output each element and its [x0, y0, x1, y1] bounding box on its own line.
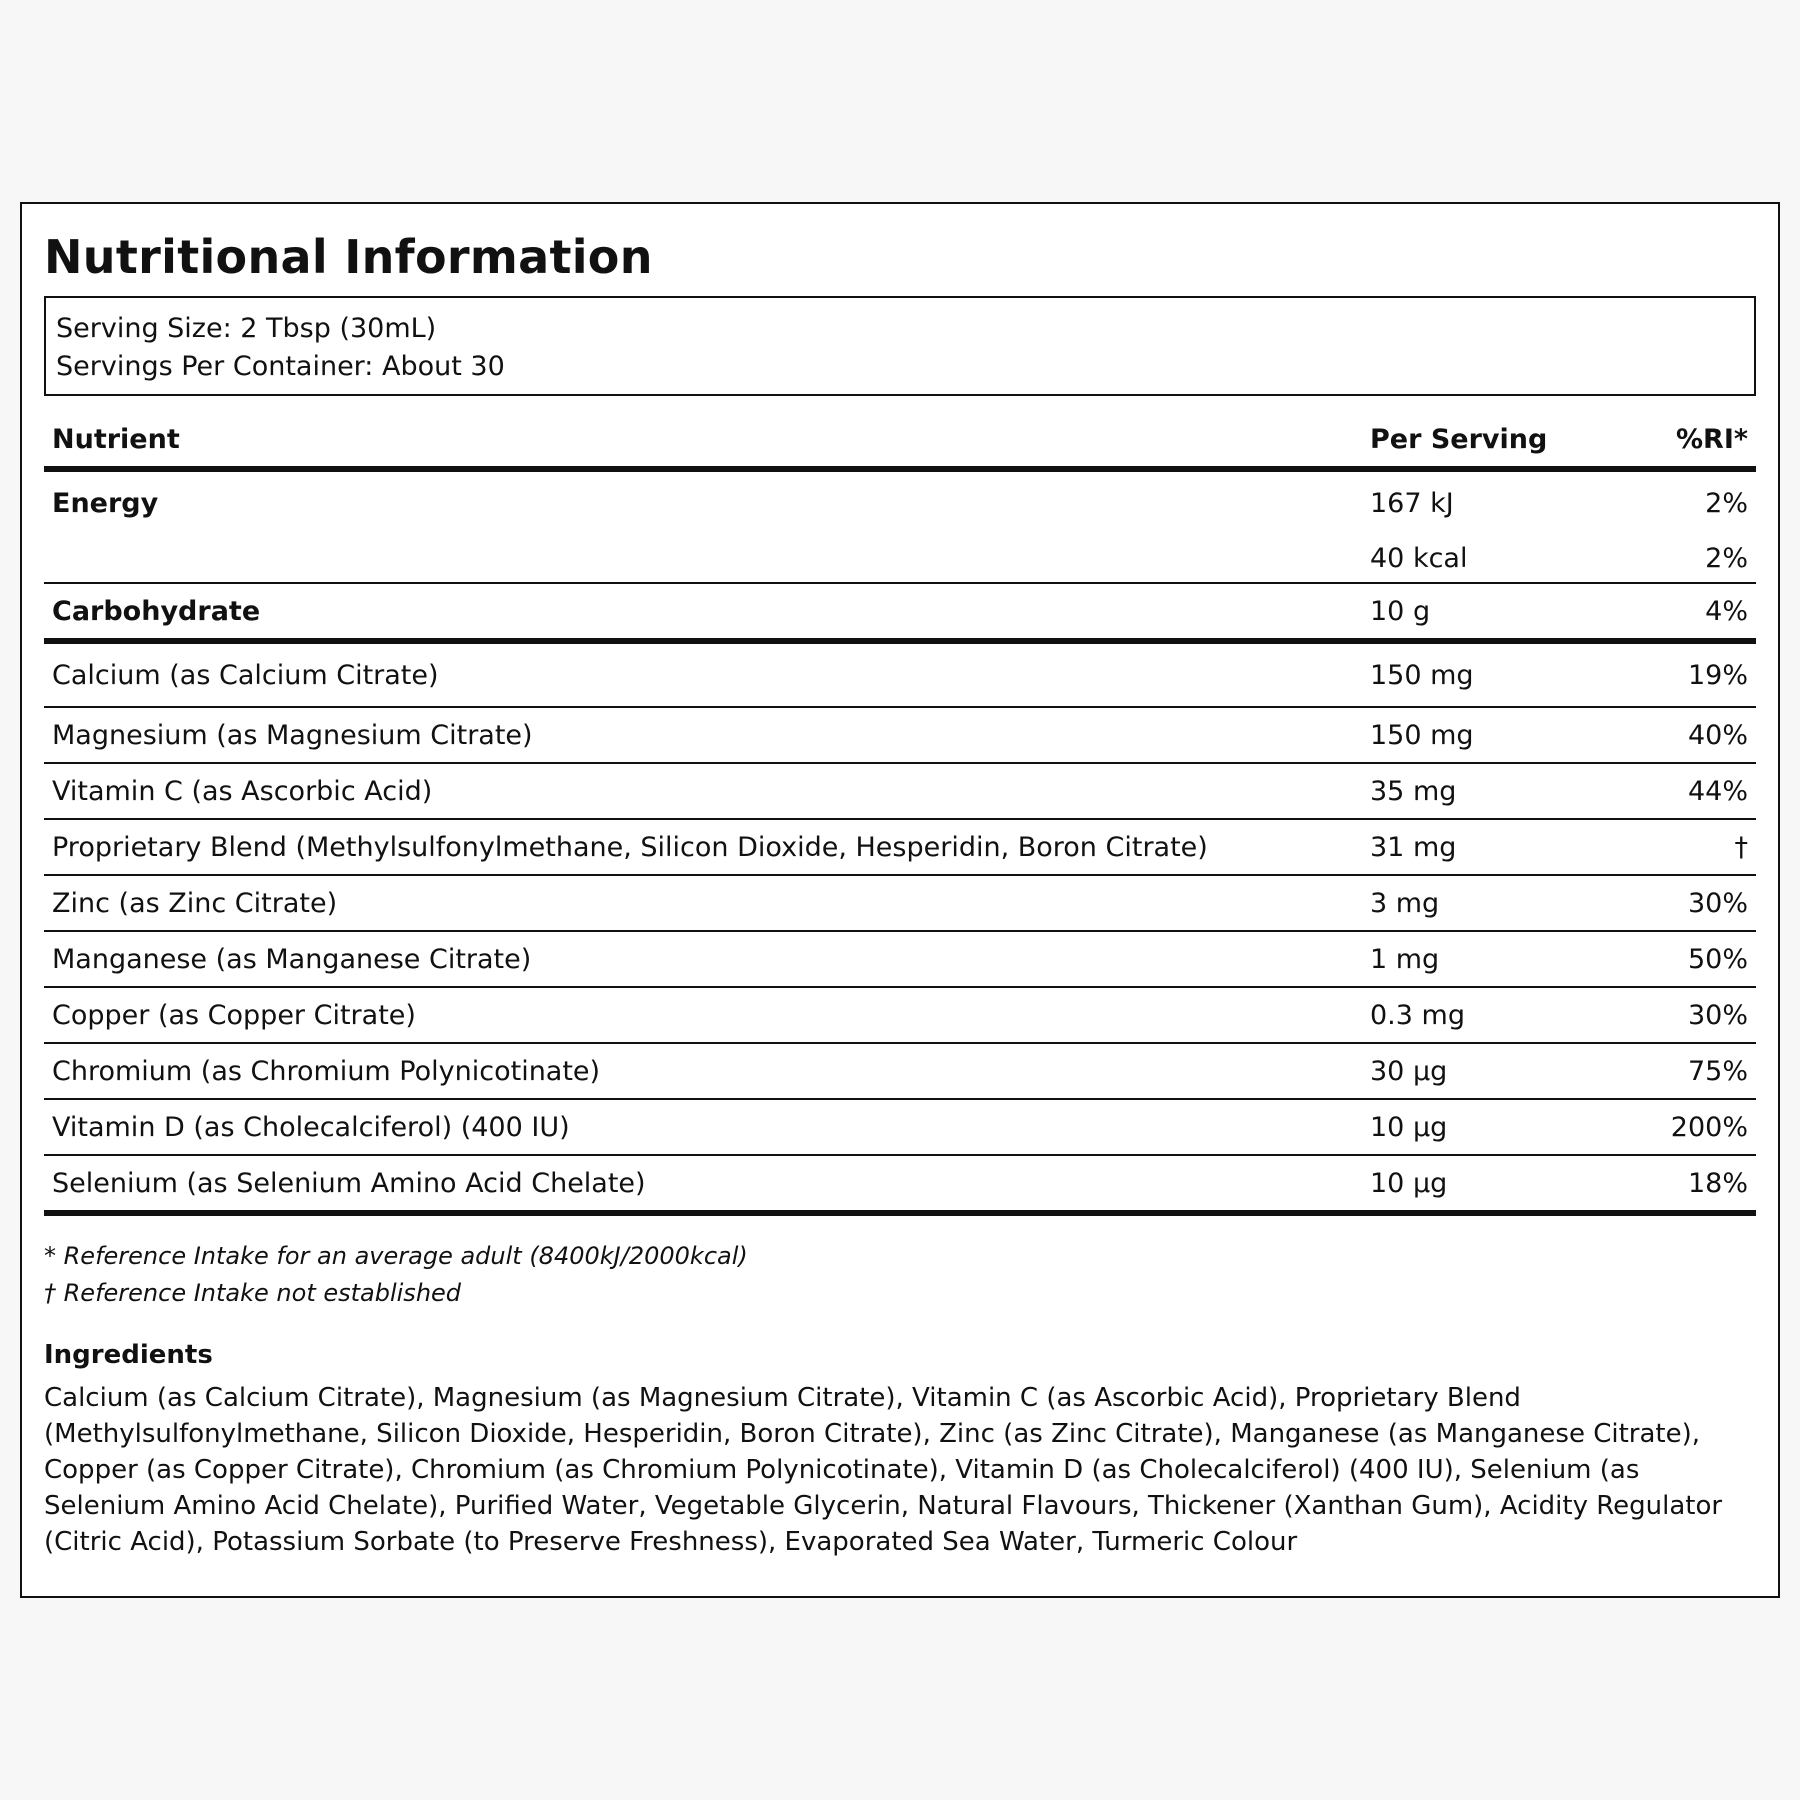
nutrient-name: Selenium (as Selenium Amino Acid Chelate)	[44, 1155, 1362, 1213]
energy-kj: 167 kJ	[1370, 487, 1454, 519]
nutrient-amount: 10 μg	[1362, 1155, 1600, 1213]
energy-blank	[44, 534, 1362, 583]
nutrition-panel	[20, 202, 1780, 1598]
table-row	[44, 707, 1756, 763]
nutrient-amount: 35 mg	[1362, 763, 1600, 819]
energy-row-kj	[44, 469, 1756, 534]
nutrient-name: Calcium (as Calcium Citrate)	[44, 641, 1362, 707]
nutrient-ri: †	[1600, 819, 1756, 875]
nutrient-name: Manganese (as Manganese Citrate)	[44, 931, 1362, 987]
table-row	[44, 931, 1756, 987]
carbohydrate-amount: 10 g	[1362, 583, 1600, 641]
energy-kcal: 40 kcal	[1362, 534, 1600, 583]
table-row	[44, 987, 1756, 1043]
table-row	[44, 1043, 1756, 1099]
nutrient-ri: 18%	[1600, 1155, 1756, 1213]
carbohydrate-row	[44, 583, 1756, 641]
nutrient-name: Chromium (as Chromium Polynicotinate)	[44, 1043, 1362, 1099]
serving-size: Serving Size: 2 Tbsp (30mL)	[56, 313, 437, 344]
nutrient-amount: 31 mg	[1362, 819, 1600, 875]
energy-kcal-ri: 2%	[1600, 534, 1756, 583]
dagger-footnote: † Reference Intake not established	[44, 1279, 462, 1307]
nutrition-table	[44, 412, 1756, 1216]
servings-per-container: Servings Per Container: About 30	[56, 351, 505, 382]
nutrient-amount: 10 μg	[1362, 1099, 1600, 1155]
nutrient-name: Proprietary Blend (Methylsulfonylmethane, Silicon Dioxide, Hesperidin, Boron Citrate)	[44, 819, 1362, 875]
nutrient-name: Magnesium (as Magnesium Citrate)	[44, 707, 1362, 763]
nutrient-ri: 19%	[1600, 641, 1756, 707]
carbohydrate-ri: 4%	[1600, 583, 1756, 641]
table-row	[44, 641, 1756, 707]
energy-row-kcal	[44, 534, 1756, 583]
nutrient-amount: 1 mg	[1362, 931, 1600, 987]
nutrient-name: Copper (as Copper Citrate)	[44, 987, 1362, 1043]
nutrient-name: Vitamin D (as Cholecalciferol) (400 IU)	[44, 1099, 1362, 1155]
ri-footnote: * Reference Intake for an average adult (8400kJ/2000kcal)	[44, 1242, 748, 1270]
nutrient-ri: 30%	[1600, 987, 1756, 1043]
energy-label: Energy	[52, 487, 159, 519]
table-row	[44, 763, 1756, 819]
table-row	[44, 1099, 1756, 1155]
ingredients-title: Ingredients	[44, 1340, 213, 1370]
header-per-serving: Per Serving	[1370, 423, 1548, 455]
nutrient-amount: 0.3 mg	[1362, 987, 1600, 1043]
nutrient-ri: 200%	[1600, 1099, 1756, 1155]
table-row	[44, 875, 1756, 931]
nutrient-name: Vitamin C (as Ascorbic Acid)	[44, 763, 1362, 819]
header-nutrient: Nutrient	[52, 423, 180, 455]
nutrient-amount: 150 mg	[1362, 641, 1600, 707]
nutrient-amount: 3 mg	[1362, 875, 1600, 931]
carbohydrate-label: Carbohydrate	[44, 583, 1362, 641]
nutrient-ri: 75%	[1600, 1043, 1756, 1099]
nutrient-amount: 30 μg	[1362, 1043, 1600, 1099]
table-row	[44, 1155, 1756, 1213]
nutrient-ri: 30%	[1600, 875, 1756, 931]
nutrient-ri: 40%	[1600, 707, 1756, 763]
nutrient-name: Zinc (as Zinc Citrate)	[44, 875, 1362, 931]
ingredients-text: Calcium (as Calcium Citrate), Magnesium (as Magnesium Citrate), Vitamin C (as Ascorbic Acid), Proprietary Blend (Methylsulfonylmethane, Silicon Dioxide, Hesperidin, Boron Citrate), Zinc (as Zinc Citrate), Manganese (as Manganese Citrate), Copper (as Copper Citrate), Chromium (as Chromium Polynicotinate), Vitamin D (as Cholecalciferol) (400 IU), Selenium (as Selenium Amino Acid Chelate), Purified Water, Vegetable Glycerin, Natural Flavours, Thickener (Xanthan Gum), Acidity Regulator (Citric Acid), Potassium Sorbate (to Preserve Freshness), Evaporated Sea Water, Turmeric Colour	[44, 1383, 1723, 1557]
energy-kj-ri: 2%	[1705, 487, 1748, 519]
header-ri: %RI*	[1675, 423, 1748, 455]
table-header-row	[44, 412, 1756, 469]
nutrient-amount: 150 mg	[1362, 707, 1600, 763]
nutrient-ri: 50%	[1600, 931, 1756, 987]
serving-info-box	[44, 296, 1756, 396]
nutrient-ri: 44%	[1600, 763, 1756, 819]
table-row	[44, 819, 1756, 875]
page-title: Nutritional Information	[44, 230, 653, 284]
footnotes	[44, 1238, 1756, 1312]
